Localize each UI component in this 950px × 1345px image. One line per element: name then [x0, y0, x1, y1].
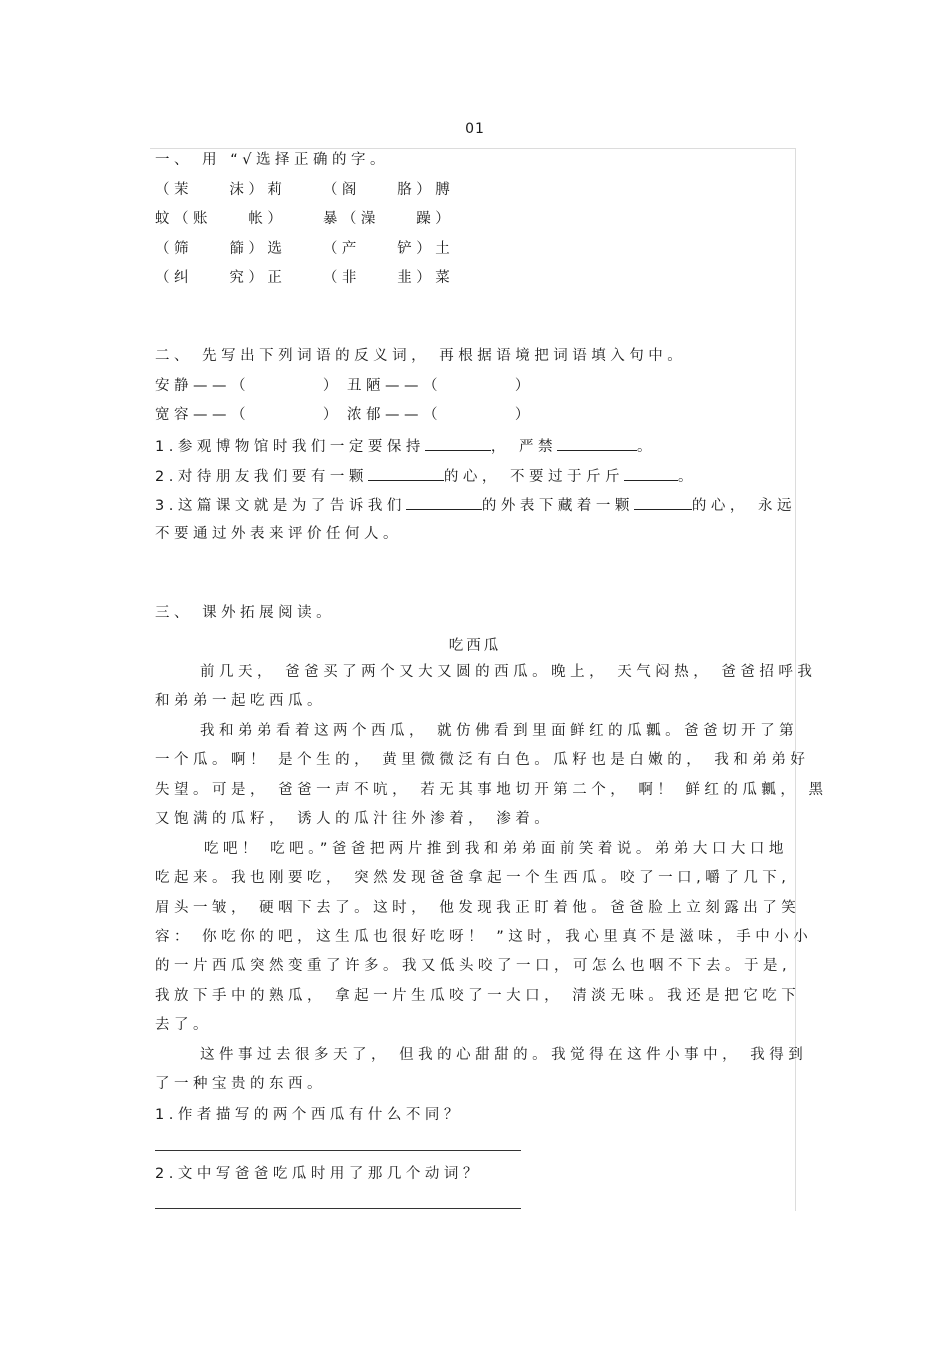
passage-line: 容： 你吃你的吧，这生瓜也很好吃呀！ ”这时，我心里真不是滋味，手中小小 [155, 929, 813, 945]
question-text: ， 严禁 [490, 439, 557, 455]
answer-line[interactable] [155, 1150, 521, 1151]
passage-line: 这件事过去很多天了， 但我的心甜甜的。我觉得在这件小事中， 我得到 [200, 1047, 808, 1063]
passage-line: 我和弟弟看着这两个西瓜， 就仿佛看到里面鲜红的瓜瓤。爸爸切开了第 [200, 723, 799, 739]
passage-line: 了一种宝贵的东西。 [155, 1076, 326, 1092]
antonym-pair: 浓郁——（ ） [347, 407, 534, 423]
choice-row: （筛 篩）选 （产 铲）土 [155, 241, 455, 257]
question-text: 的心， 永远 [691, 498, 796, 514]
passage-line: 吃吧！ 吃吧。”爸爸把两片推到我和弟弟面前笑着说。弟弟大口大口地 [204, 841, 788, 857]
question-text: 3.这篇课文就是为了告诉我们 [155, 498, 406, 514]
question-text: 不要通过外表来评价任何人。 [155, 526, 402, 542]
answer-blank[interactable] [624, 466, 678, 481]
reading-question-1: 1.作者描写的两个西瓜有什么不同？ [155, 1107, 463, 1123]
answer-line[interactable] [155, 1208, 521, 1209]
answer-blank[interactable] [557, 436, 637, 451]
answer-blank[interactable] [368, 466, 444, 481]
question-text: 2.对待朋友我们要有一颗 [155, 469, 368, 485]
reading-question-2: 2.文中写爸爸吃瓜时用了那几个动词？ [155, 1166, 482, 1182]
antonym-pair: 丑陋——（ ） [347, 378, 534, 394]
question-text: 。 [636, 439, 656, 455]
question-text: 。 [677, 469, 697, 485]
question-text: 的外表下藏着一颗 [481, 498, 634, 514]
choice-row: 蚊（账 帐） 暴（澡 躁） [155, 211, 455, 227]
answer-blank[interactable] [634, 495, 692, 510]
section2-heading: 二、 先写出下列词语的反义词， 再根据语境把词语填入句中。 [155, 348, 687, 364]
fill-question-1 [155, 436, 656, 457]
passage-line: 一个瓜。啊！ 是个生的， 黄里微微泛有白色。瓜籽也是白嫩的， 我和弟弟好 [155, 752, 810, 768]
question-text: 的心， 不要过于斤斤 [443, 469, 624, 485]
section1-heading: 一、 用 “√选择正确的字。 [155, 152, 389, 168]
passage-line: 和弟弟一起吃西瓜。 [155, 693, 326, 709]
passage-line: 的一片西瓜突然变重了许多。我又低头咬了一口，可怎么也咽不下去。于是, [155, 958, 792, 974]
answer-blank[interactable] [406, 495, 482, 510]
passage-line: 失望。可是， 爸爸一声不吭， 若无其事地切开第二个， 啊！ 鲜红的瓜瓤， 黑 [155, 782, 828, 798]
choice-row: （茉 沫）莉 （阁 胳）膊 [155, 182, 455, 198]
fill-question-2 [155, 466, 697, 487]
page-number: 01 [465, 121, 485, 137]
passage-line: 又饱满的瓜籽， 诱人的瓜汁往外渗着， 渗着。 [155, 811, 554, 827]
passage-line: 吃起来。我也刚要吃， 突然发现爸爸拿起一个生西瓜。咬了一口,嚼了几下, [155, 870, 791, 886]
passage-line: 我放下手中的熟瓜， 拿起一片生瓜咬了一大口， 清淡无味。我还是把它吃下 [155, 988, 801, 1004]
answer-blank[interactable] [425, 436, 491, 451]
antonym-pair: 安静——（ ） [155, 378, 342, 394]
passage-line: 眉头一皱， 硬咽下去了。这时， 他发现我正盯着他。爸爸脸上立刻露出了笑 [155, 900, 801, 916]
choice-row: （纠 究）正 （非 韭）菜 [155, 270, 455, 286]
passage-line: 前几天， 爸爸买了两个又大又圆的西瓜。晚上， 天气闷热， 爸爸招呼我 [200, 664, 817, 680]
passage-title: 吃西瓜 [448, 638, 502, 654]
fill-question-3 [155, 495, 796, 516]
antonym-pair: 宽容——（ ） [155, 407, 342, 423]
section3-heading: 三、 课外拓展阅读。 [155, 605, 336, 621]
passage-line: 去了。 [155, 1017, 212, 1033]
question-text: 1.参观博物馆时我们一定要保持 [155, 439, 425, 455]
